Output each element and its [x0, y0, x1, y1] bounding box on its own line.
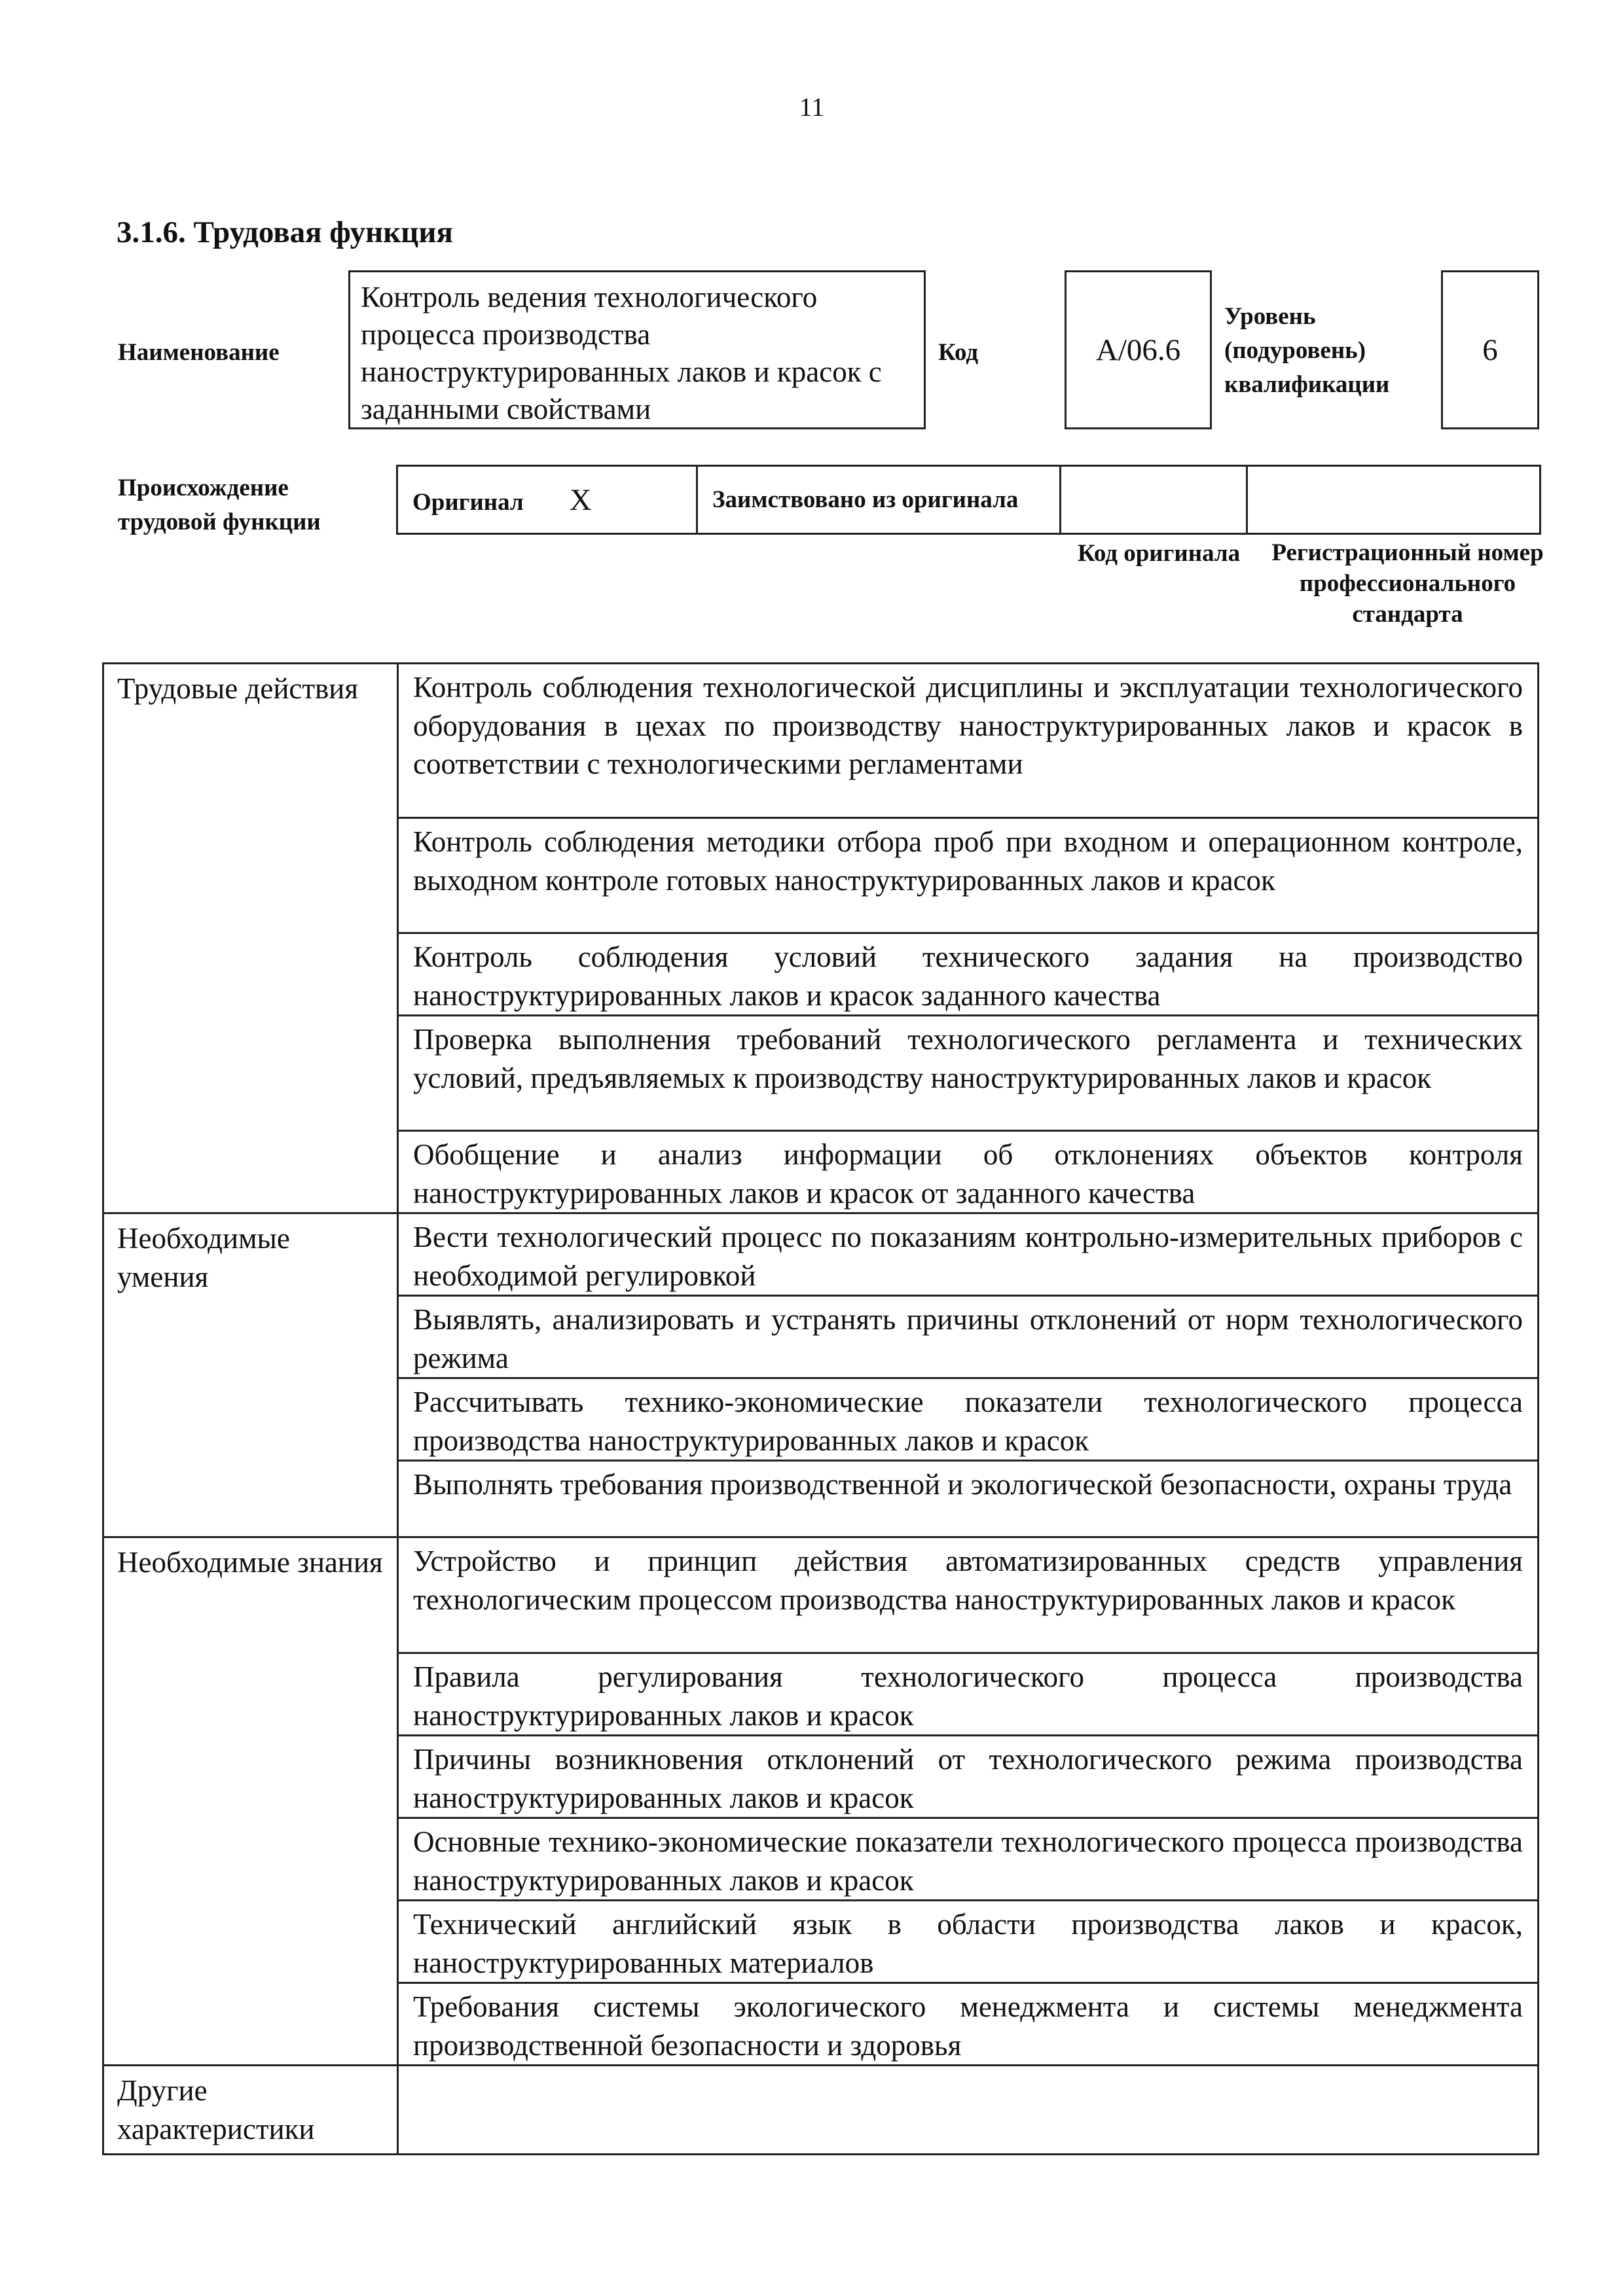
- function-details-table: [102, 662, 1539, 2155]
- registration-number-caption: Регистрационный номер профессионального стандарта: [1271, 539, 1544, 628]
- list-item: Выполнять требования производственной и экологической безопасности, охраны труда: [398, 1461, 1539, 1537]
- section-label-other: Другие характеристики: [103, 2066, 398, 2155]
- page-number: 11: [799, 92, 825, 122]
- code-label: Код: [938, 339, 979, 366]
- list-item: Правила регулирования технологического процесса производства наноструктурированных лаков и красок: [398, 1653, 1539, 1736]
- level-label-line-3: квалификации: [1224, 370, 1390, 398]
- table-row: [103, 664, 1539, 818]
- original-code-cell: [1061, 466, 1247, 534]
- list-item: Обобщение и анализ информации об отклонениях объектов контроля наноструктурированных лаков и красок от заданного качества: [398, 1131, 1539, 1213]
- origin-original-cell: [397, 466, 697, 534]
- level-label-line-2: (подуровень): [1224, 336, 1366, 364]
- qualification-level-label: [1224, 300, 1389, 401]
- list-item: Вести технологический процесс по показаниям контрольно-измерительных приборов с необходимой регулировкой: [398, 1213, 1539, 1296]
- list-item: Основные технико-экономические показатели технологического процесса производства наноструктурированных лаков и красок: [398, 1818, 1539, 1901]
- section-label-knowledge: Необходимые знания: [103, 1537, 398, 2066]
- list-item: Рассчитывать технико-экономические показатели технологического процесса производства наноструктурированных лаков и красок: [398, 1378, 1539, 1461]
- list-item: [398, 2066, 1539, 2155]
- borrowed-label: Заимствовано из оригинала: [712, 486, 1019, 513]
- list-item: Контроль соблюдения методики отбора проб при входном и операционном контроле, выходном контроле готовых наноструктурированных лаков и красок: [398, 818, 1539, 933]
- list-item: Устройство и принцип действия автоматизированных средств управления технологическим процессом производства наноструктурированных лаков и красок: [398, 1537, 1539, 1653]
- table-row: [103, 1537, 1539, 1653]
- origin-borrowed-cell: [697, 466, 1061, 534]
- original-mark: X: [569, 482, 592, 517]
- name-label: Наименование: [118, 339, 280, 366]
- section-label-actions: Трудовые действия: [103, 664, 398, 1213]
- table-row: [103, 1213, 1539, 1296]
- list-item: Выявлять, анализировать и устранять причины отклонений от норм технологического режима: [398, 1296, 1539, 1378]
- origin-label-line-1: Происхождение: [118, 475, 289, 501]
- function-name-box: Контроль ведения технологического процесса производства наноструктурированных лаков и красок с заданными свойствами: [348, 270, 926, 429]
- origin-table: [396, 465, 1541, 535]
- level-label-line-1: Уровень: [1224, 303, 1316, 330]
- list-item: Проверка выполнения требований технологического регламента и технических условий, предъявляемых к производству наноструктурированных лаков и красок: [398, 1016, 1539, 1131]
- qualification-level-box: 6: [1441, 270, 1539, 429]
- list-item: Технический английский язык в области производства лаков и красок, наноструктурированных материалов: [398, 1901, 1539, 1983]
- origin-label-line-2: трудовой функции: [118, 508, 321, 535]
- list-item: Причины возникновения отклонений от технологического режима производства наноструктурированных лаков и красок: [398, 1736, 1539, 1818]
- table-row: [103, 2066, 1539, 2155]
- list-item: Требования системы экологического менеджмента и системы менеджмента производственной безопасности и здоровья: [398, 1983, 1539, 2066]
- section-label-skills: Необходимые умения: [103, 1213, 398, 1537]
- list-item: Контроль соблюдения условий технического задания на производство наноструктурированных лаков и красок заданного качества: [398, 933, 1539, 1016]
- registration-number-cell: [1247, 466, 1541, 534]
- function-code-box: А/06.6: [1065, 270, 1212, 429]
- list-item: Контроль соблюдения технологической дисциплины и эксплуатации технологического оборудования в цехах по производству наноструктурированных лаков и красок в соответствии с технологическими регламентами: [398, 664, 1539, 818]
- original-code-caption: Код оригинала: [1077, 540, 1241, 567]
- origin-label: [118, 471, 321, 539]
- section-title: 3.1.6. Трудовая функция: [117, 215, 453, 249]
- original-label: Оригинал: [412, 488, 524, 516]
